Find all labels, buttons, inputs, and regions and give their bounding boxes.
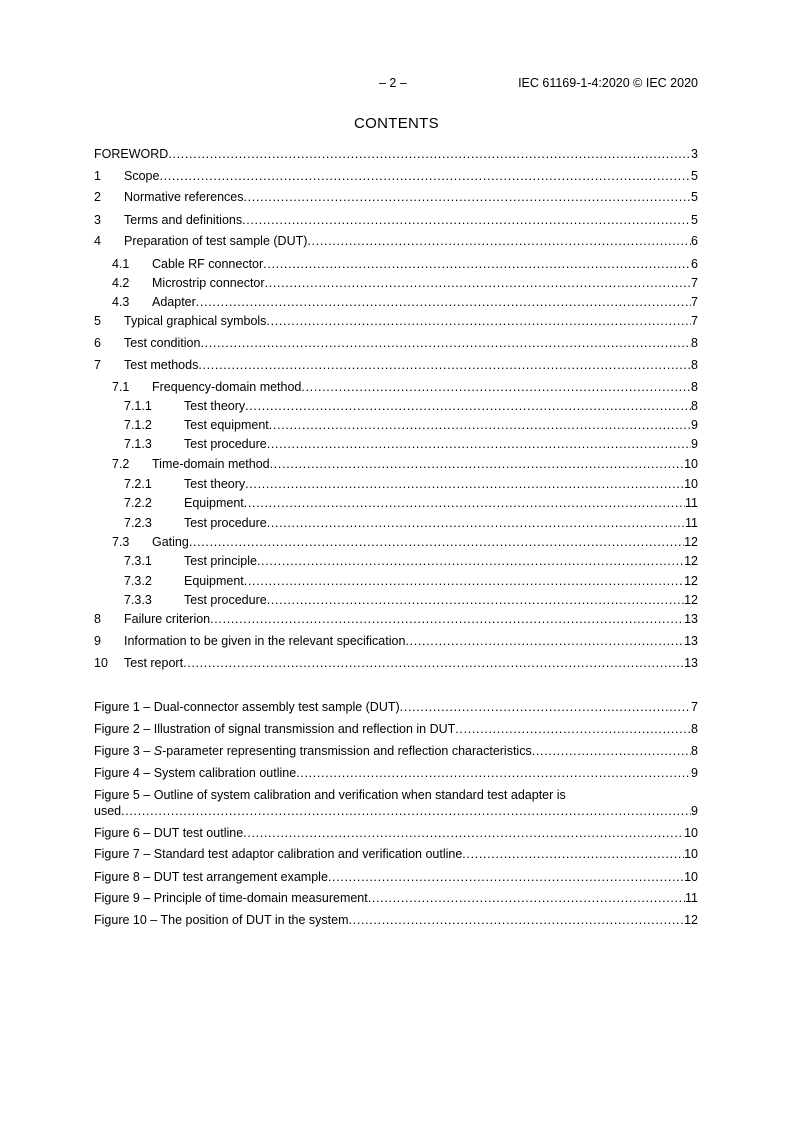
toc-entry-label: Test principle [184,554,257,568]
figure-label-prefix: Figure 3 – [94,744,154,758]
toc-entry[interactable] [94,592,698,608]
leader-dots [269,417,691,433]
leader-dots [196,294,691,310]
figure-entry[interactable] [94,699,698,715]
figure-entry-label: Figure 2 – Illustration of signal transmission and reflection in DUT [94,722,456,736]
toc-entry-label: Typical graphical symbols [124,314,267,328]
leader-dots [244,495,685,511]
figure-label-italic: S [153,744,163,758]
toc-entry[interactable] [94,417,698,433]
leader-dots [245,476,684,492]
toc-entry-number: 7.2.2 [124,496,152,510]
toc-entry[interactable] [94,573,698,589]
toc-entry-page: 8 [691,399,698,413]
toc-entry[interactable] [94,611,698,627]
toc-entry-page: 11 [685,516,698,530]
toc-entry-number: 2 [94,190,101,204]
leader-dots [267,436,691,452]
leader-dots [368,890,685,906]
toc-entry-label: Normative references [124,190,244,204]
figure-entry[interactable] [94,890,698,906]
toc-entry-number: 4 [94,234,101,248]
toc-entry-page: 7 [691,276,698,290]
figure-entry-label-line2: used [94,804,122,818]
toc-entry[interactable] [94,313,698,329]
toc-entry[interactable] [94,495,698,511]
toc-entry-number: 7.1.1 [124,399,152,413]
toc-entry-page: 5 [691,190,698,204]
toc-entry-label: Test report [124,656,184,670]
toc-entry-number: 8 [94,612,101,626]
toc-entry-page: 8 [691,358,698,372]
figure-entry-label: Figure 4 – System calibration outline [94,766,297,780]
leader-dots [270,456,684,472]
toc-entry-page: 10 [684,477,698,491]
toc-entry-page: 5 [691,169,698,183]
toc-entry-page: 12 [684,593,698,607]
toc-entry[interactable] [94,335,698,351]
toc-entry[interactable] [94,476,698,492]
toc-entry-number: 7.3.3 [124,593,152,607]
figure-entry[interactable] [94,846,698,862]
leader-dots [168,146,691,162]
toc-entry-number: 4.3 [112,295,130,309]
toc-entry-label: Cable RF connector [152,257,264,271]
figure-entry-label: Figure 10 – The position of DUT in the system [94,913,349,927]
toc-entry-number: 10 [94,656,108,670]
toc-entry-number: 7.2 [112,457,130,471]
toc-entry-page: 11 [685,496,698,510]
toc-entry-page: 13 [684,656,698,670]
figure-entry-label: Figure 7 – Standard test adaptor calibration and verification outline [94,847,463,861]
toc-entry-number: 4.2 [112,276,130,290]
figure-entry[interactable] [94,743,698,759]
figure-entry-page: 12 [684,913,698,927]
figure-entry-page: 10 [684,870,698,884]
toc-entry-number: 5 [94,314,101,328]
toc-entry-label: Test equipment [184,418,269,432]
figure-entry[interactable] [94,825,698,841]
toc-entry-page: 6 [691,234,698,248]
document-id: IEC 61169-1-4:2020 © IEC 2020 [518,76,698,90]
toc-entry-number: 4.1 [112,257,130,271]
leader-dots [301,379,691,395]
toc-entry-number: 9 [94,634,101,648]
leader-dots [266,313,691,329]
leader-dots [307,233,691,249]
toc-entry-label: Equipment [184,496,244,510]
leader-dots [267,592,684,608]
toc-entry-label: Time-domain method [152,457,270,471]
toc-entry-number: 1 [94,169,101,183]
toc-entry-page: 12 [684,535,698,549]
page-header [0,76,793,92]
leader-dots [159,168,691,184]
leader-dots [242,212,691,228]
toc-entry-label: Test procedure [184,437,267,451]
toc-entry-page: 6 [691,257,698,271]
leader-dots [349,912,685,928]
toc-entry[interactable] [94,189,698,205]
toc-entry-page: 9 [691,437,698,451]
toc-entry-number: 7 [94,358,101,372]
toc-entry-label: Microstrip connector [152,276,265,290]
toc-entry-label: Adapter [152,295,196,309]
toc-entry-label: Preparation of test sample (DUT) [124,234,308,248]
toc-entry[interactable] [94,275,698,291]
figure-entry-label: Figure 6 – DUT test outline [94,826,244,840]
figure-entry-page: 9 [691,804,698,818]
toc-entry-page: 13 [684,612,698,626]
figure-entry[interactable] [94,787,698,819]
toc-entry-page: 12 [684,574,698,588]
figure-entry[interactable] [94,869,698,885]
toc-entry-label: Test methods [124,358,199,372]
toc-entry-number: 7.1.3 [124,437,152,451]
toc-entry-page: 7 [691,295,698,309]
toc-entry-label: Gating [152,535,189,549]
toc-entry-label: Test theory [184,399,246,413]
leader-dots [200,335,691,351]
figure-entry-label-line1: Figure 5 – Outline of system calibration and verification when standard test adapter is [94,788,566,802]
figure-entry-page: 8 [691,722,698,736]
toc-entry-number: 6 [94,336,101,350]
toc-entry-label: Scope [124,169,160,183]
leader-dots [257,553,684,569]
leader-dots [405,633,684,649]
figure-entry-label: Figure 8 – DUT test arrangement example [94,870,328,884]
toc-entry-foreword[interactable] [94,146,698,162]
figure-entry-page: 10 [684,847,698,861]
leader-dots [265,275,692,291]
figure-entry-page: 7 [691,700,698,714]
toc-entry-number: 7.3 [112,535,130,549]
leader-dots [455,721,691,737]
figure-label-suffix: -parameter representing transmission and reflection characteristics [162,744,532,758]
toc-entry-number: 7.2.1 [124,477,152,491]
figure-entry[interactable] [94,721,698,737]
toc-entry-label: Failure criterion [124,612,211,626]
toc-entry[interactable] [94,633,698,649]
toc-entry[interactable] [94,456,698,472]
leader-dots [244,189,692,205]
toc-entry-label: Test theory [184,477,246,491]
leader-dots [245,398,691,414]
leader-dots [267,515,685,531]
toc-entry-page: 13 [684,634,698,648]
toc-entry-number: 7.2.3 [124,516,152,530]
toc-entry[interactable] [94,357,698,373]
figure-entry-page: 11 [685,891,698,905]
toc-entry-page: 9 [691,418,698,432]
leader-dots [400,699,691,715]
leader-dots [532,743,691,759]
toc-entry-page: 8 [691,380,698,394]
toc-entry[interactable] [94,655,698,671]
page-number: – 2 – [379,76,407,90]
toc-entry[interactable] [94,398,698,414]
toc-entry-page: 10 [684,457,698,471]
toc-entry[interactable] [94,294,698,310]
toc-entry-page: 7 [691,314,698,328]
toc-entry[interactable] [94,256,698,272]
figure-entry[interactable] [94,912,698,928]
toc-entry-number: 7.3.1 [124,554,152,568]
toc-entry[interactable] [94,436,698,452]
toc-entry[interactable] [94,515,698,531]
toc-entry[interactable] [94,379,698,395]
toc-entry-label: Test condition [124,336,201,350]
leader-dots [263,256,691,272]
page-title: CONTENTS [354,115,439,132]
toc-entry-number: 7.1.2 [124,418,152,432]
leader-dots [210,611,684,627]
toc-entry-label: Test procedure [184,516,267,530]
leader-dots [121,803,691,819]
toc-entry-number: 7.3.2 [124,574,152,588]
figure-entry[interactable] [94,765,698,781]
toc-entry-label: Equipment [184,574,244,588]
leader-dots [183,655,684,671]
leader-dots [244,573,684,589]
figure-entry-label: Figure 1 – Dual-connector assembly test sample (DUT) [94,700,400,714]
leader-dots [328,869,684,885]
leader-dots [189,534,684,550]
toc-entry-page: 12 [684,554,698,568]
leader-dots [296,765,691,781]
figure-entry-line2 [94,803,698,819]
toc-entry-page: 5 [691,213,698,227]
toc-entry-page: 3 [691,147,698,161]
figure-entry-label [94,743,532,759]
leader-dots [243,825,684,841]
toc-entry-label: Frequency-domain method [152,380,302,394]
figure-entry-page: 8 [691,744,698,758]
toc-entry-label: Test procedure [184,593,267,607]
toc-entry[interactable] [94,233,698,249]
toc-entry-label: Terms and definitions [124,213,243,227]
toc-entry-number: 3 [94,213,101,227]
figure-entry-page: 10 [684,826,698,840]
toc-entry[interactable] [94,553,698,569]
toc-entry-label: Information to be given in the relevant specification [124,634,406,648]
toc-entry[interactable] [94,534,698,550]
toc-entry-label: FOREWORD [94,147,169,161]
leader-dots [198,357,691,373]
toc-entry-number: 7.1 [112,380,130,394]
toc-entry-page: 8 [691,336,698,350]
figure-entry-label: Figure 9 – Principle of time-domain measurement [94,891,368,905]
leader-dots [462,846,684,862]
toc-entry[interactable] [94,168,698,184]
figure-entry-page: 9 [691,766,698,780]
toc-entry[interactable] [94,212,698,228]
